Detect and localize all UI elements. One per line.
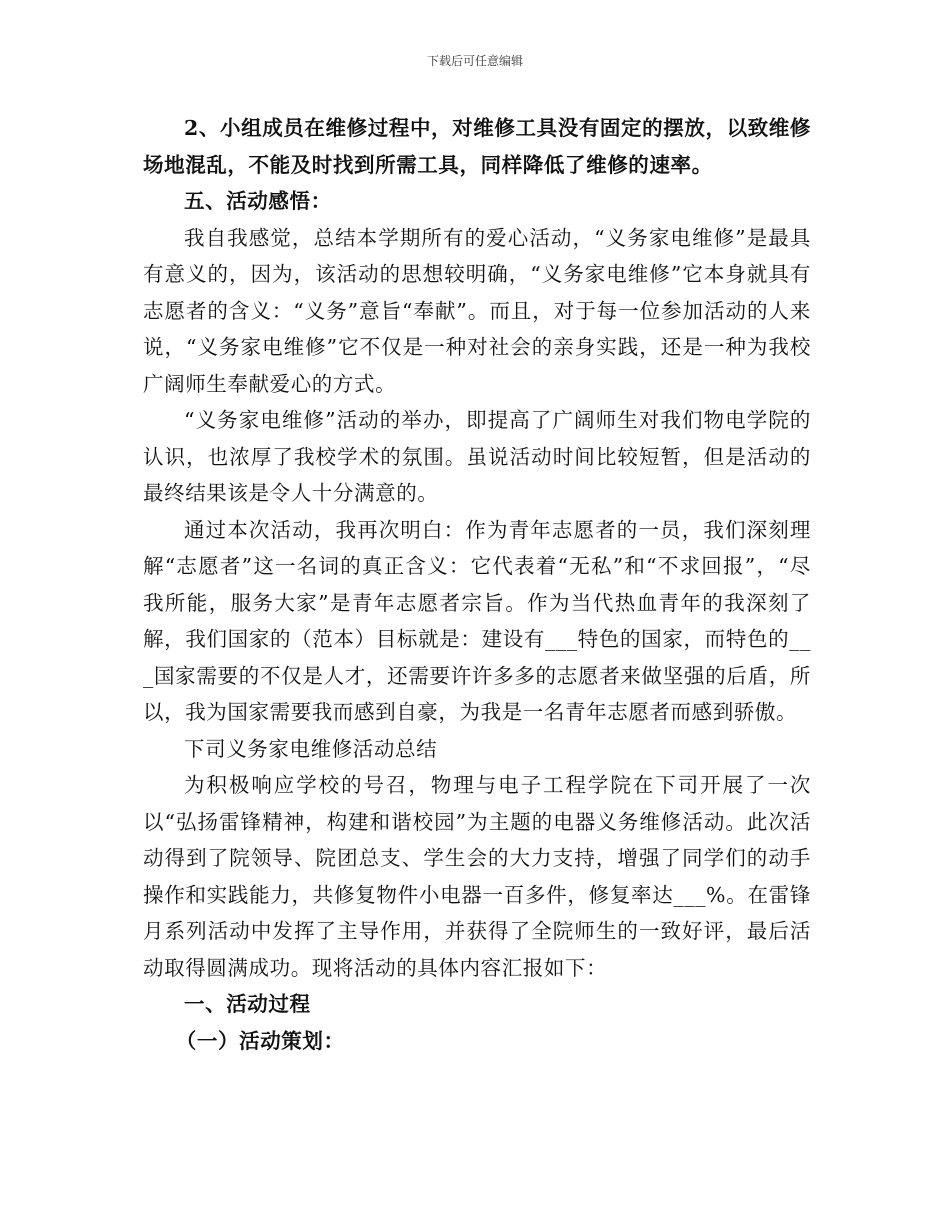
reflection-paragraph-3: 通过本次活动，我再次明白：作为青年志愿者的一员，我们深刻理解“志愿者”这一名词的真正含义：它代表着“无私”和“不求回报”，“尽我所能，服务大家”是青年志愿者宗旨。作为当代热血青年的我深刻了解，我们国家的（范本）目标就是：建设有___特色的国家，而特色的___国家需要的不仅是人才，还需要许许多多的志愿者来做坚强的后盾，所以，我为国家需要我而感到自豪，为我是一名青年志愿者而感到骄傲。 [143,517,811,724]
summary-intro-paragraph: 为积极响应学校的号召，物理与电子工程学院在下司开展了一次以“弘扬雷锋精神，构建和谐校园”为主题的电器义务维修活动。此次活动得到了院领导、院团总支、学生会的大力支持，增强了同学们的动手操作和实践能力，共修复物件小电器一百多件，修复率达___%。在雷锋月系列活动中发挥了主导作用，并获得了全院师生的一致好评，最后活动取得圆满成功。现将活动的具体内容汇报如下： [143,773,811,980]
section-1-heading: 一、活动过程 [184,992,311,1016]
reflection-paragraph-1: 我自我感觉，总结本学期所有的爱心活动，“义务家电维修”是最具有意义的，因为，该活动的思想较明确，“义务家电维修”它本身就具有志愿者的含义：“义务”意旨“奉献”。而且，对于每一位参加活动的人来说，“义务家电维修”它不仅是一种对社会的亲身实践，还是一种为我校广阔师生奉献爱心的方式。 [143,225,811,396]
reflection-paragraph-2: “义务家电维修”活动的举办，即提高了广阔师生对我们物电学院的认识，也浓厚了我校学术的氛围。虽说活动时间比较短暂，但是活动的最终结果该是令人十分满意的。 [143,408,811,505]
subsection-1-heading: （一）活动策划： [175,1028,345,1053]
section-5-heading: 五、活动感悟： [184,189,332,213]
document-body [143,110,811,1059]
header-note: 下载后可任意编辑 [426,54,523,68]
item-2-paragraph: 2、小组成员在维修过程中，对维修工具没有固定的摆放，以致维修场地混乱，不能及时找到所需工具，同样降低了维修的速率。 [143,116,811,177]
summary-title: 下司义务家电维修活动总结 [184,736,438,761]
